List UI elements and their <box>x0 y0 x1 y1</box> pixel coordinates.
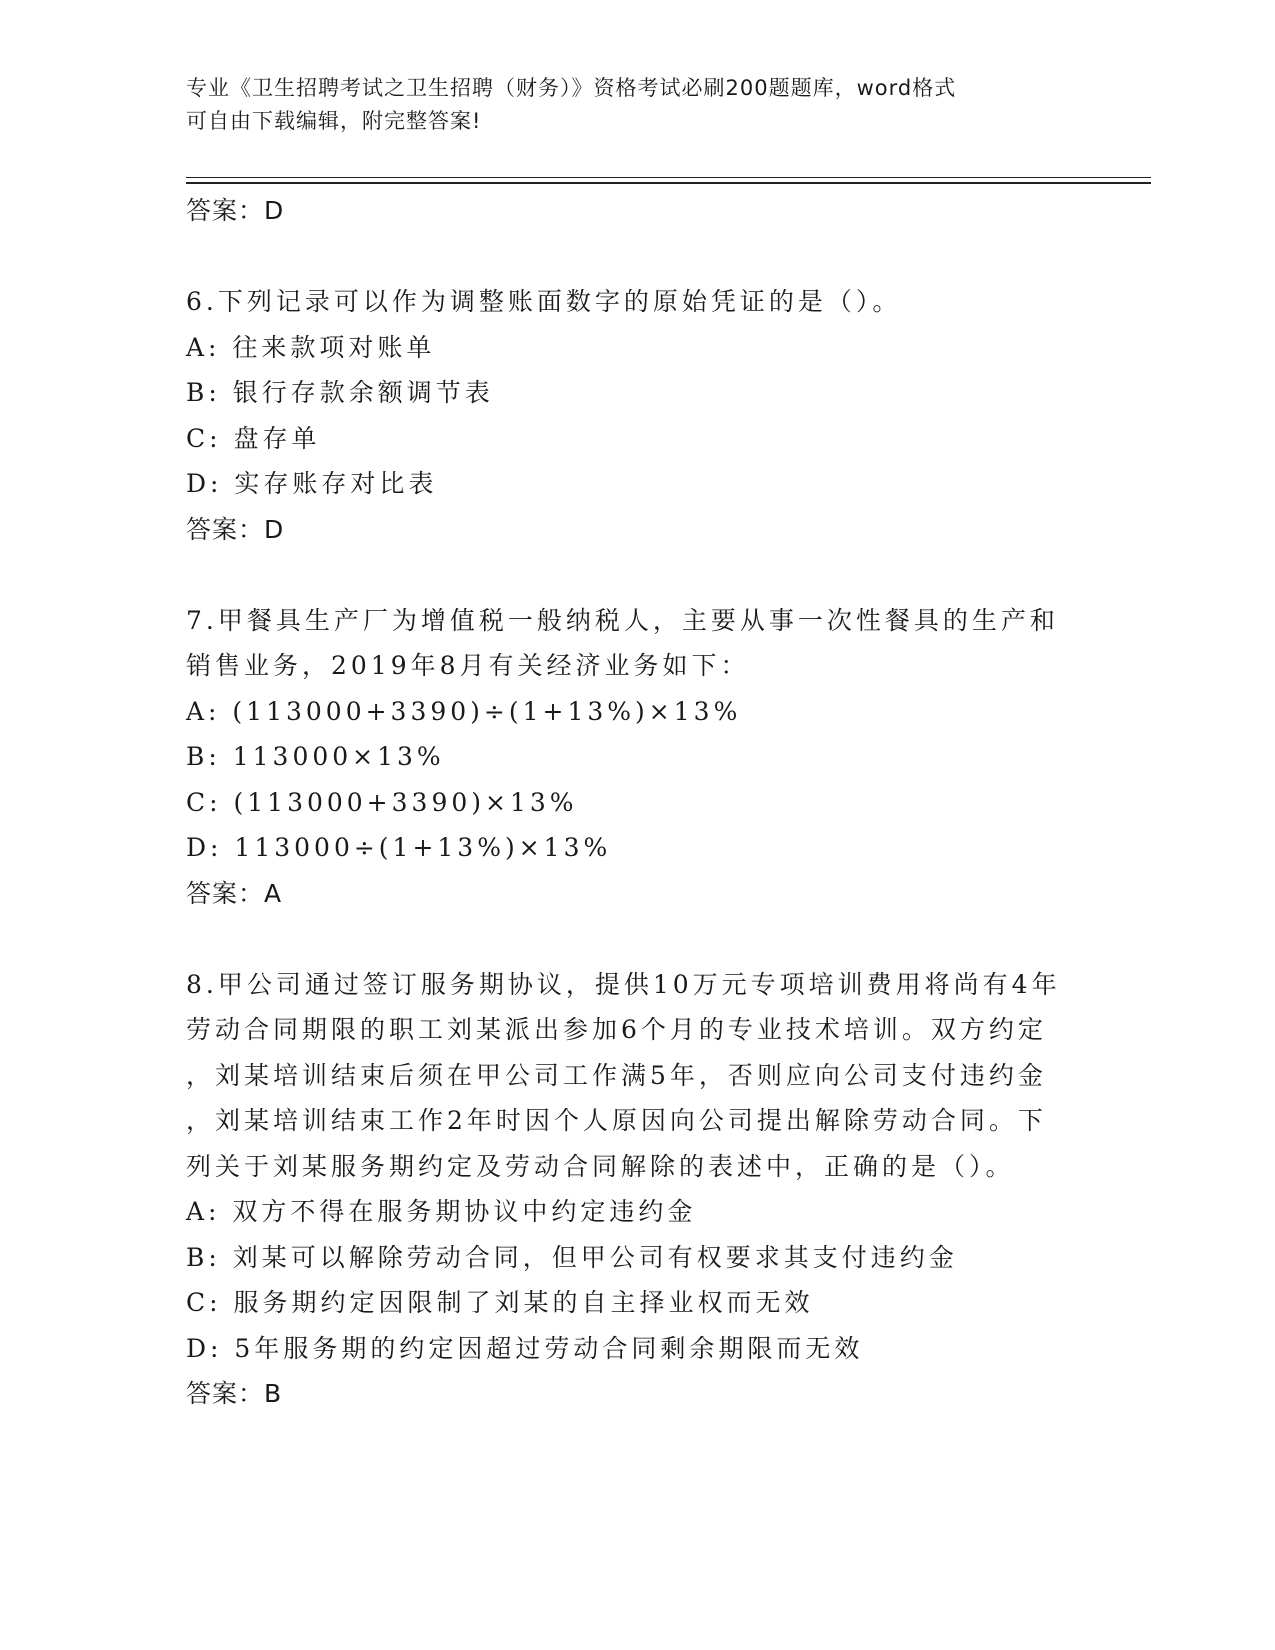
question-6 <box>186 279 1086 552</box>
question-8-answer: 答案：B <box>186 1379 283 1408</box>
question-6-option-a: A: 往来款项对账单 <box>186 332 436 362</box>
question-8-stem-line-2: 劳动合同期限的职工刘某派出参加6个月的专业技术培训。双方约定 <box>186 1015 1047 1044</box>
question-7-option-c: C: (113000+3390)×13% <box>186 787 578 817</box>
document-header <box>186 72 1066 138</box>
question-8-stem-line-1: 8.甲公司通过签订服务期协议，提供10万元专项培训费用将尚有4年 <box>186 969 1061 999</box>
question-list <box>186 188 1086 1417</box>
question-7-stem-line-2: 销售业务，2019年8月有关经济业务如下： <box>186 651 750 680</box>
question-7-option-b: B: 113000×13% <box>186 742 445 771</box>
question-8-option-b: B: 刘某可以解除劳动合同，但甲公司有权要求其支付违约金 <box>186 1242 958 1272</box>
spacer <box>186 916 1086 962</box>
answer-previous: 答案：D <box>186 196 285 225</box>
question-8-stem-line-5: 列关于刘某服务期约定及劳动合同解除的表述中，正确的是（）。 <box>186 1151 1015 1181</box>
header-divider-thick <box>186 182 1151 184</box>
question-7-option-a: A: (113000+3390)÷(1+13%)×13% <box>186 696 742 726</box>
header-line-2: 可自由下载编辑，附完整答案! <box>186 109 482 133</box>
question-6-option-c: C: 盘存单 <box>186 423 321 453</box>
question-8-stem-line-4: ，刘某培训结束工作2年时因个人原因向公司提出解除劳动合同。下 <box>186 1106 1047 1135</box>
spacer <box>186 234 1086 280</box>
question-6-stem: 6.下列记录可以作为调整账面数字的原始凭证的是（）。 <box>186 287 902 316</box>
question-6-option-b: B: 银行存款余额调节表 <box>186 378 494 407</box>
question-8 <box>186 962 1086 1417</box>
header-line-1: 专业《卫生招聘考试之卫生招聘（财务）》资格考试必刷200题题库，word格式 <box>186 76 957 100</box>
spacer <box>186 552 1086 598</box>
question-8-option-d: D: 5年服务期的约定因超过劳动合同剩余期限而无效 <box>186 1333 864 1363</box>
header-divider-thin <box>186 177 1151 178</box>
question-8-option-a: A: 双方不得在服务期协议中约定违约金 <box>186 1197 697 1226</box>
question-7-option-d: D: 113000÷(1+13%)×13% <box>186 833 612 862</box>
question-6-answer: 答案：D <box>186 514 285 544</box>
question-8-option-c: C: 服务期约定因限制了刘某的自主择业权而无效 <box>186 1288 814 1317</box>
question-7-stem-line-1: 7.甲餐具生产厂为增值税一般纳税人，主要从事一次性餐具的生产和 <box>186 605 1059 635</box>
question-7 <box>186 598 1086 917</box>
question-7-answer: 答案：A <box>186 878 283 908</box>
question-6-option-d: D: 实存账存对比表 <box>186 469 438 498</box>
question-8-stem-line-3: ，刘某培训结束后须在甲公司工作满5年，否则应向公司支付违约金 <box>186 1060 1047 1090</box>
